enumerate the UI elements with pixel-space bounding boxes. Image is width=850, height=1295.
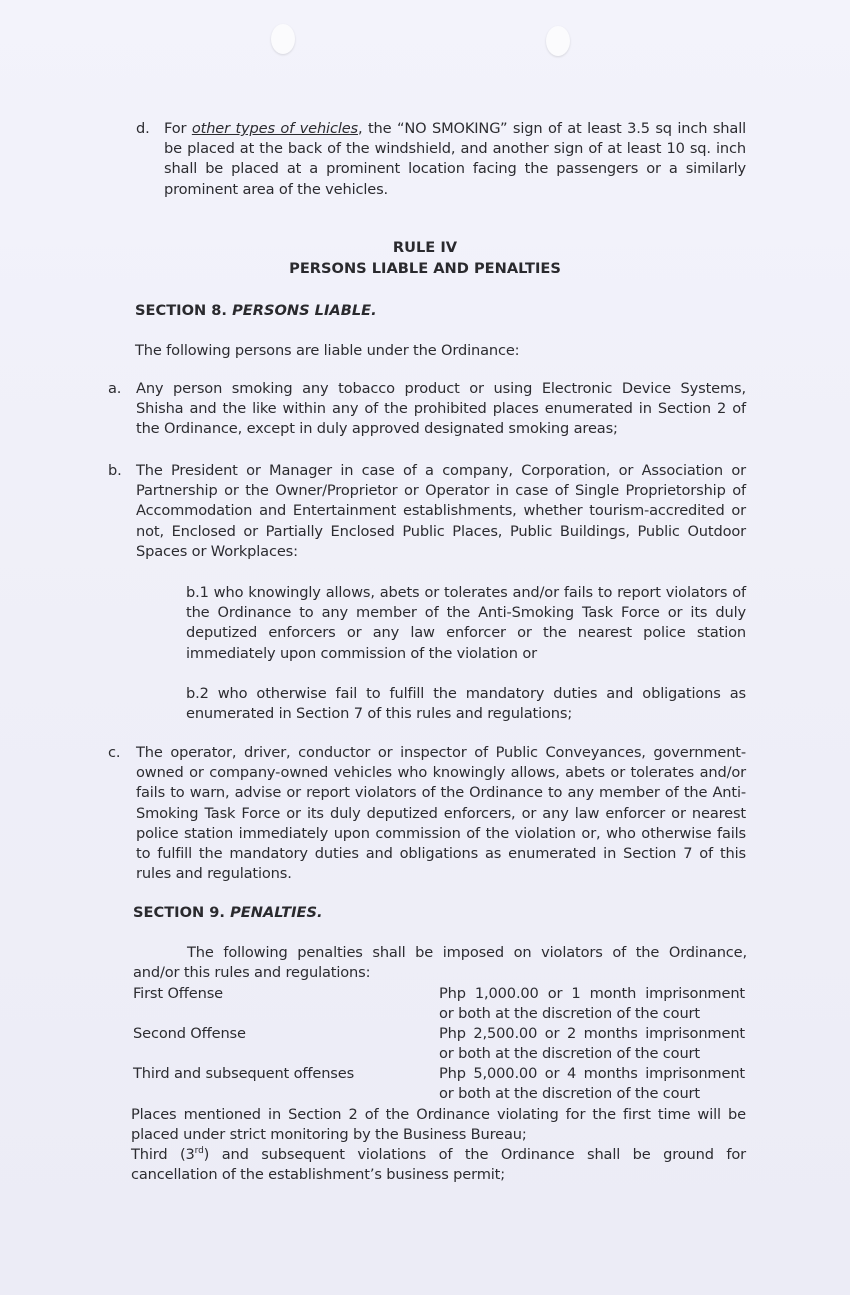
offense-label: First Offense — [133, 985, 223, 1002]
item-d-emphasis: other types of vehicles — [191, 120, 359, 137]
section-9-intro-line2: and/or this rules and regulations: — [133, 964, 371, 981]
rule-number: RULE IV — [392, 239, 458, 256]
sub-item-b1: b.1 who knowingly allows, abets or tolerates and/or fails to report violators of the Ordinance to any member of the Anti-Smoking Task Force or its duly deputized enforcers or any law enforcer or the nearest police station immediately upon commission of the violation or — [186, 584, 746, 662]
sub-item-b2: b.2 who otherwise fail to fulfill the mandatory duties and obligations as enumerated in Section 7 of this rules and regulations; — [186, 685, 746, 723]
item-d-prefix: For — [164, 120, 192, 137]
penalty-row-third — [133, 1064, 745, 1104]
note-prefix: Third (3 — [131, 1146, 195, 1163]
section-9-heading — [133, 904, 323, 921]
list-item-b — [108, 461, 746, 562]
item-body: Any person smoking any tobacco product or using Electronic Device Systems, Shisha and the like within any of the prohibited places enumerated in Section 2 of the Ordinance, except in duly approved designated smoking areas; — [136, 380, 746, 438]
penalty-line2: or both at the discretion of the court — [439, 1005, 700, 1023]
note-text: ) and subsequent violations of the Ordinance shall be ground for cancellation of the establishment’s business permit; — [131, 1146, 746, 1184]
penalty-amount — [439, 1064, 745, 1104]
rule-title: PERSONS LIABLE AND PENALTIES — [289, 260, 561, 277]
section-8-title: PERSONS LIABLE. — [232, 302, 377, 319]
penalty-line1: Php 2,500.00 or 2 months imprisonment — [439, 1025, 745, 1042]
penalty-row-second — [133, 1024, 745, 1064]
item-d-text: , the “NO SMOKING” sign of at least 3.5 sq inch shall be placed at the back of the windshield, and another sign of at least 10 sq. inch shall be placed at a prominent location facing the passengers or a similarly prominent area of the vehicles. — [164, 120, 746, 198]
item-body: The President or Manager in case of a company, Corporation, or Association or Partnership or the Owner/Proprietor or Operator in case of Single Proprietorship of Accommodation and Entertainment establishments, whether tourism-accredited or not, Enclosed or Partially Enclosed Public Places, Public Buildings, Public Outdoor Spaces or Workplaces: — [136, 462, 746, 560]
list-item-a — [108, 379, 746, 440]
item-marker: c. — [108, 744, 121, 761]
penalty-line2: or both at the discretion of the court — [439, 1085, 700, 1103]
offense-label: Third and subsequent offenses — [133, 1065, 355, 1082]
punch-hole-left — [271, 24, 295, 54]
item-marker: d. — [136, 120, 150, 137]
penalty-amount — [439, 1024, 745, 1064]
item-marker: b. — [108, 462, 122, 479]
punch-hole-right — [546, 26, 570, 56]
section-9-label: SECTION 9. — [133, 904, 231, 921]
section-9-note-cancellation — [131, 1145, 746, 1185]
item-marker: a. — [108, 380, 122, 397]
item-body: The operator, driver, conductor or inspector of Public Conveyances, government-owned or company-owned vehicles who knowingly allows, abets or tolerates and/or fails to warn, advise or report violators of the Ordinance to any member of the Anti-Smoking Task Force or its duly deputized enforcers, or any law enforcer or nearest police station immediately upon commission of the violation or, who otherwise fails to fulfill the mandatory duties and obligations as enumerated in Section 7 of this rules and regulations. — [136, 744, 746, 883]
item-d-body — [164, 119, 746, 200]
list-item-c — [108, 743, 746, 884]
penalty-line2: or both at the discretion of the court — [439, 1045, 700, 1063]
section-8-heading — [135, 302, 377, 319]
section-8-label: SECTION 8. — [135, 302, 233, 319]
note-superscript: rd — [194, 1146, 204, 1157]
section-9-intro-line1: The following penalties shall be imposed on violators of the Ordinance, — [187, 944, 747, 961]
offense-label: Second Offense — [133, 1025, 246, 1042]
penalty-line1: Php 1,000.00 or 1 month imprisonment — [439, 985, 745, 1002]
section-8-intro: The following persons are liable under the Ordinance: — [135, 342, 520, 359]
penalty-line1: Php 5,000.00 or 4 months imprisonment — [439, 1065, 745, 1082]
penalty-row-first — [133, 984, 745, 1024]
penalty-amount — [439, 984, 745, 1024]
section-9-note-monitoring: Places mentioned in Section 2 of the Ordinance violating for the first time will be placed under strict monitoring by the Business Bureau; — [131, 1106, 746, 1144]
list-item-d — [136, 119, 746, 200]
section-9-title: PENALTIES. — [230, 904, 323, 921]
